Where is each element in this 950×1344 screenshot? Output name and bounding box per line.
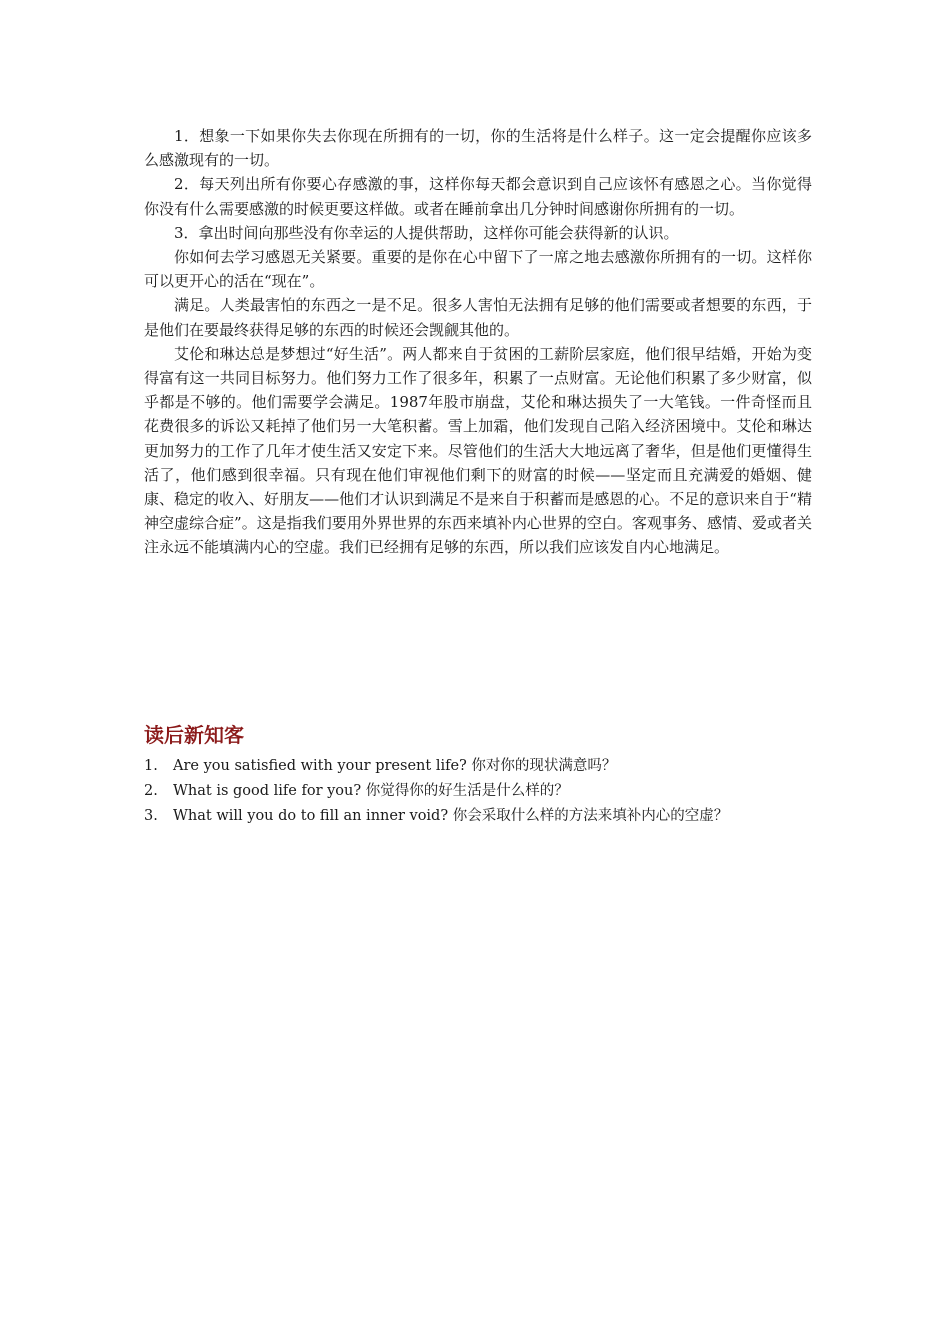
story-paragraph: 艾伦和琳达总是梦想过“好生活”。两人都来自于贫困的工薪阶层家庭，他们很早结婚，开始为变得富有这一共同目标努力。他们努力工作了很多年，积累了一点财富。无论他们积累了多少财富，似乎都是不够的。他们需要学会满足。1987年股市崩盘，艾伦和琳达损失了一大笔钱。一件奇怪而且花费很多的诉讼又耗掉了他们另一大笔积蓄。雪上加霜，他们发现自己陷入经济困境中。艾伦和琳达更加努力的工作了几年才使生活又安定下来。尽管他们的生活大大地远离了奢华，但是他们更懂得生活了，他们感到很幸福。只有现在他们审视他们剩下的财富的时候——坚定而且充满爱的婚姻、健康、稳定的收入、好朋友——他们才认识到满足不是来自于积蓄而是感恩的心。不足的意识来自于“精神空虚综合症”。这是指我们要用外界世界的东西来填补内心世界的空白。客观事务、感情、爱或者关注永远不能填满内心的空虚。我们已经拥有足够的东西，所以我们应该发自内心地满足。: [144, 344, 812, 557]
question-item: [144, 804, 824, 829]
question-item: [144, 754, 824, 779]
question-text: Are you satisfied with your present life? 你对你的现状满意吗？: [173, 758, 617, 774]
question-text: What is good life for you? 你觉得你的好生活是什么样的？: [173, 783, 569, 799]
tip-paragraph-2: 2．每天列出所有你要心存感激的事，这样你每天都会意识到自己应该怀有感恩之心。当你觉得你没有什么需要感激的时候更要这样做。或者在睡前拿出几分钟时间感谢你所拥有的一切。: [144, 175, 812, 218]
question-number: 1.: [144, 758, 158, 774]
question-text: What will you do to fill an inner void? 你会采取什么样的方法来填补内心的空虚？: [173, 808, 729, 824]
satisfaction-paragraph: 满足。人类最害怕的东西之一是不足。很多人害怕无法拥有足够的他们需要或者想要的东西，于是他们在要最终获得足够的东西的时候还会觊觎其他的。: [144, 296, 812, 339]
question-number: 2.: [144, 783, 158, 799]
question-list: [144, 754, 824, 829]
discussion-section: [144, 720, 824, 829]
question-item: [144, 779, 824, 804]
tip-paragraph-1: 1．想象一下如果你失去你现在所拥有的一切，你的生活将是什么样子。这一定会提醒你应该多么感激现有的一切。: [144, 127, 812, 170]
article-body: [144, 124, 812, 560]
question-number: 3.: [144, 808, 158, 824]
gratitude-paragraph: 你如何去学习感恩无关紧要。重要的是你在心中留下了一席之地去感激你所拥有的一切。这样你可以更开心的活在“现在”。: [144, 248, 812, 291]
tip-paragraph-3: 3．拿出时间向那些没有你幸运的人提供帮助，这样你可能会获得新的认识。: [174, 223, 679, 242]
section-title: 读后新知客: [144, 723, 244, 747]
